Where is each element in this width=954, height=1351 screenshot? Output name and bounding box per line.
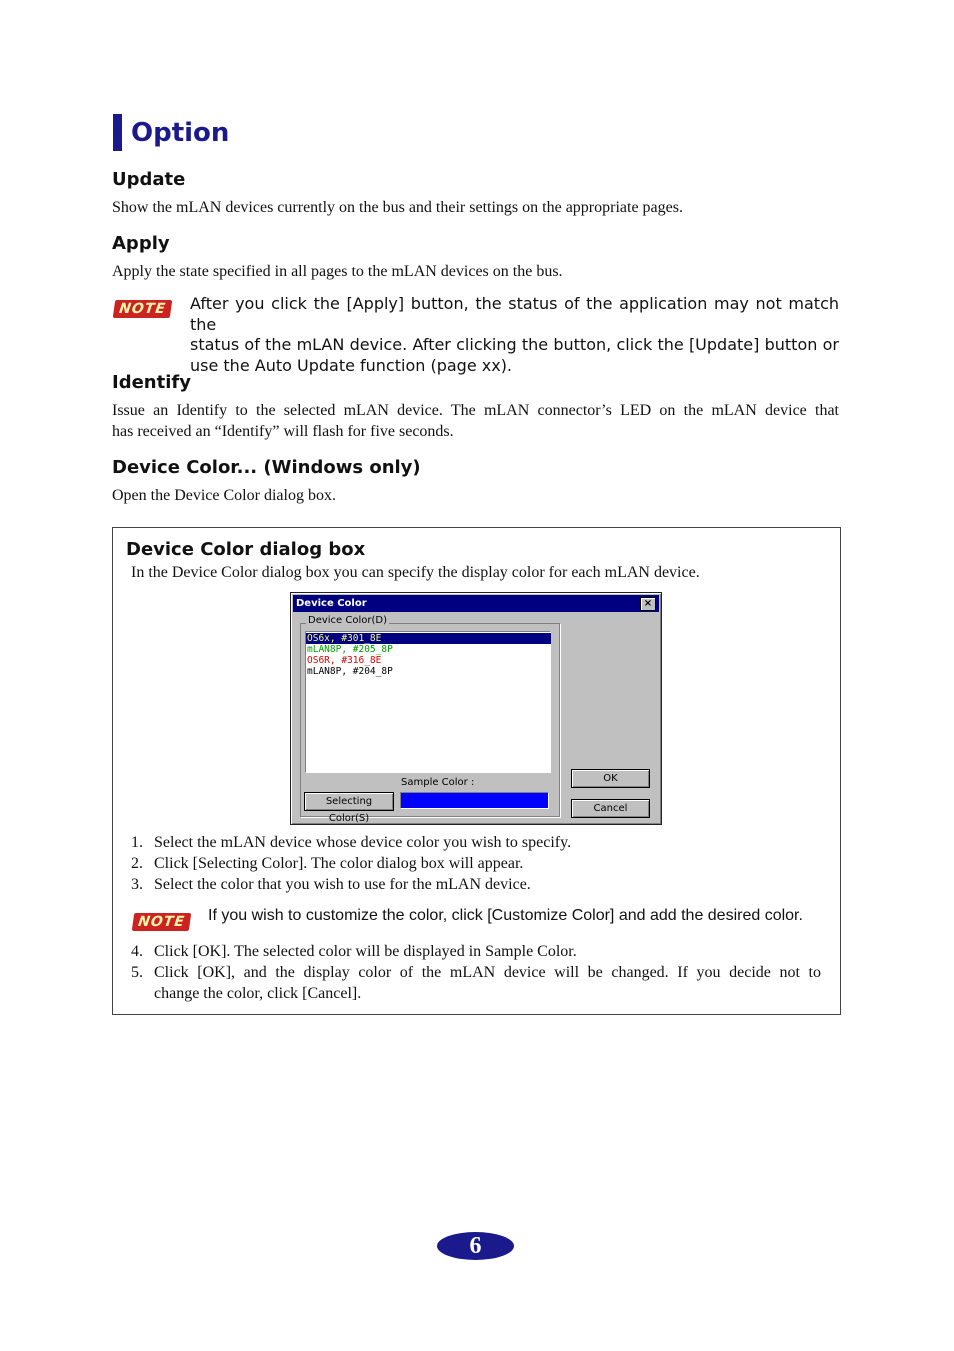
- identify-body-line: Issue an Identify to the selected mLAN device. The mLAN connector’s LED on the mLAN device that: [112, 402, 839, 419]
- list-item[interactable]: mLAN8P, #204_8P: [307, 666, 393, 677]
- steps-list: [131, 941, 821, 1004]
- sample-color-swatch: [400, 792, 549, 809]
- update-body: Show the mLAN devices currently on the bus and their settings on the appropriate pages.: [112, 199, 683, 216]
- apply-note: [190, 294, 839, 376]
- close-icon[interactable]: ×: [640, 597, 656, 611]
- cancel-button[interactable]: Cancel: [571, 799, 650, 818]
- step-number: 4.: [131, 943, 143, 960]
- selecting-color-button[interactable]: Selecting Color(S): [304, 792, 394, 811]
- step-number: 1.: [131, 834, 143, 851]
- list-item[interactable]: OS6x, #301_8E: [306, 633, 551, 644]
- box-note-text: If you wish to customize the color, click [Customize Color] and add the desired color.: [208, 907, 803, 924]
- sample-color-label: Sample Color :: [401, 777, 475, 788]
- page-title: Option: [131, 118, 230, 148]
- step-text: Click [OK], and the display color of the mLAN device will be changed. If you decide not to: [154, 964, 821, 981]
- step-text-continued: change the color, click [Cancel].: [154, 985, 362, 1002]
- steps-list: [131, 832, 821, 895]
- step-number: 3.: [131, 876, 143, 893]
- apply-note-line: status of the mLAN device. After clicking the button, click the [Update] button or: [190, 335, 839, 354]
- identify-heading: Identify: [112, 372, 191, 393]
- list-item[interactable]: mLAN8P, #205_8P: [307, 644, 393, 655]
- dialog-title: Device Color: [296, 598, 367, 609]
- step-text: Click [Selecting Color]. The color dialog box will appear.: [154, 855, 524, 872]
- dialog-title-bar: [293, 595, 659, 612]
- ok-button[interactable]: OK: [571, 769, 650, 788]
- apply-heading: Apply: [112, 233, 170, 254]
- step-number: 2.: [131, 855, 143, 872]
- device-list[interactable]: [305, 631, 551, 773]
- step-number: 5.: [131, 964, 143, 981]
- box-title: Device Color dialog box: [126, 539, 366, 560]
- update-heading: Update: [112, 169, 186, 190]
- heading-accent-bar: [113, 114, 122, 151]
- step-text: Select the color that you wish to use for the mLAN device.: [154, 876, 531, 893]
- device-color-heading: Device Color... (Windows only): [112, 457, 421, 478]
- apply-body: Apply the state specified in all pages to the mLAN devices on the bus.: [112, 263, 563, 280]
- list-item[interactable]: OS6R, #316_8E: [307, 655, 382, 666]
- note-icon: NOTE: [113, 300, 173, 318]
- step-text: Click [OK]. The selected color will be displayed in Sample Color.: [154, 943, 577, 960]
- apply-note-line: After you click the [Apply] button, the status of the application may not match the: [190, 294, 839, 334]
- device-color-body: Open the Device Color dialog box.: [112, 487, 336, 504]
- group-label: Device Color(D): [308, 615, 387, 626]
- identify-body-line: has received an “Identify” will flash for five seconds.: [112, 423, 454, 440]
- note-icon: NOTE: [132, 913, 192, 931]
- apply-note-line: use the Auto Update function (page xx).: [190, 355, 513, 375]
- device-color-dialog: [290, 592, 662, 825]
- page-number: 6: [437, 1232, 514, 1260]
- box-intro: In the Device Color dialog box you can specify the display color for each mLAN device.: [131, 564, 700, 581]
- step-text: Select the mLAN device whose device color you wish to specify.: [154, 834, 572, 851]
